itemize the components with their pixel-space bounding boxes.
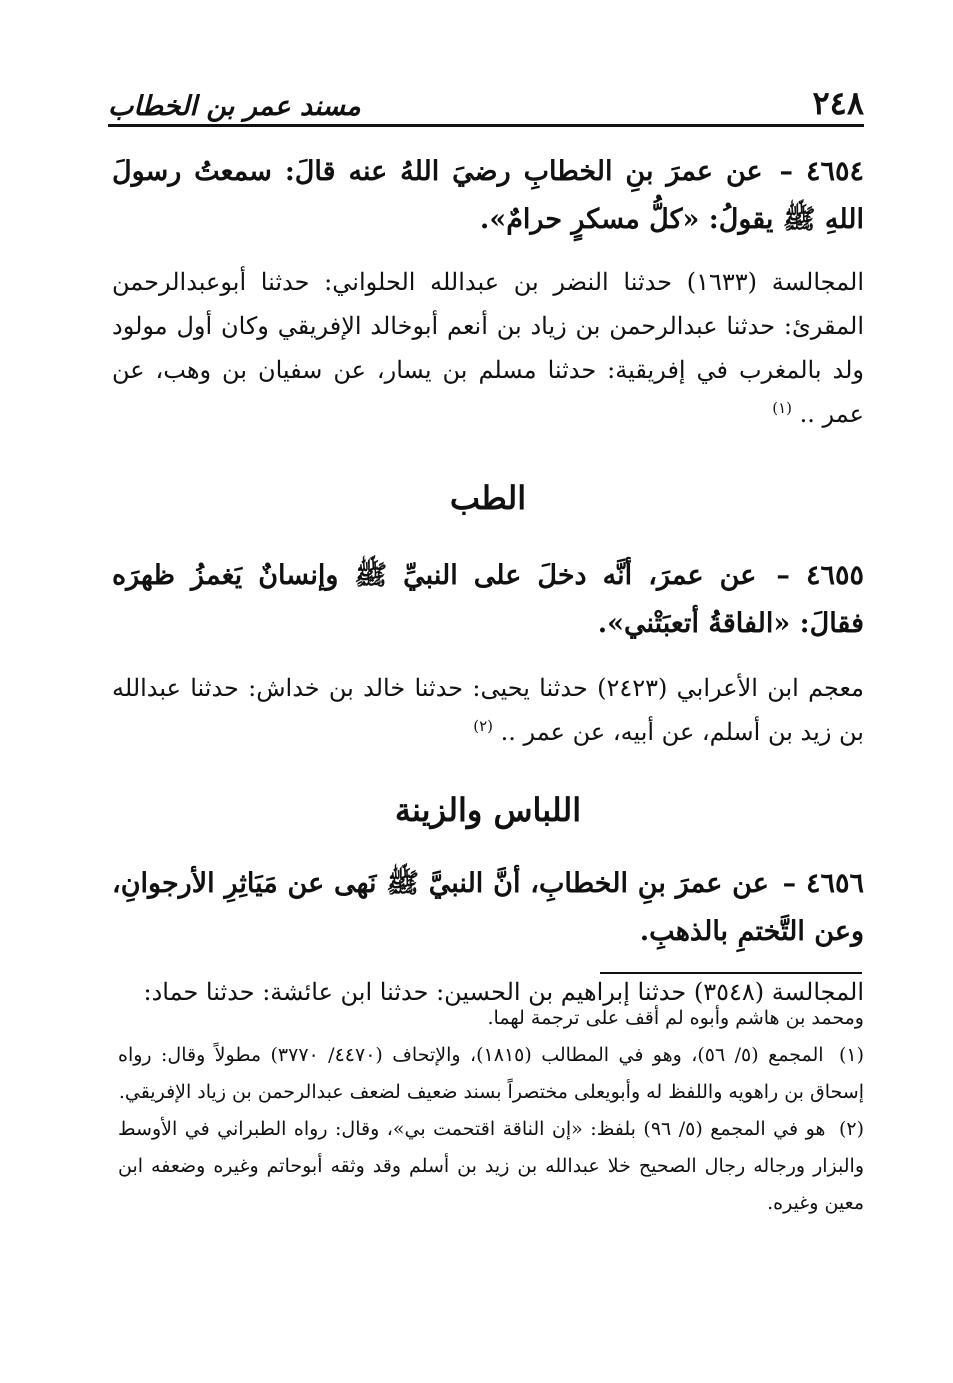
page-header	[108, 82, 864, 122]
footnote-1	[118, 1037, 864, 1111]
footnote-mark: (٢)	[838, 1118, 864, 1140]
footnotes	[118, 1000, 864, 1222]
running-title: مسند عمر بن الخطاب	[108, 91, 361, 122]
hadith-number: ٤٦٥٦ –	[782, 868, 865, 899]
section-heading-medicine: الطب	[449, 479, 527, 517]
hadith-number: ٤٦٥٥ –	[776, 560, 865, 591]
footnote-text: هو في المجمع (٥/ ٩٦) بلفظ: «إن الناقة اقتحمت بي»، وقال: رواه الطبراني في الأوسط والبزار ورجاله رجال الصحيح خلا عبدالله بن زيد بن أسلم وقد وثقه أبوحاتم وغيره وضعفه ابن معين وغيره.	[118, 1118, 864, 1214]
main-text	[112, 140, 864, 1014]
footnote-text: المجمع (٥/ ٥٦)، وهو في المطالب (١٨١٥)، والإتحاف (٤٤٧٠/ ٣٧٧٠) مطولاً وقال: رواه إسحاق بن راهويه واللفظ له وأبويعلى مختصراً بسند ضعيف لضعف عبدالرحمن بن زياد الإفريقي.	[118, 1044, 864, 1103]
footnote-mark: (١)	[838, 1044, 864, 1066]
hadith-text: عن عمرَ بنِ الخطابِ رضيَ اللهُ عنه قالَ: سمعتُ رسولَ اللهِ ﷺ يقولُ: «كلُّ مسكرٍ حرامٌ».	[112, 156, 864, 235]
page-number: ٢٤٨	[812, 84, 864, 122]
footnote-rule	[600, 972, 862, 974]
hadith-number: ٤٦٥٤ –	[779, 156, 864, 187]
hadith-source	[112, 260, 864, 436]
hadith-4654	[112, 148, 864, 244]
section-heading-dress: اللباس والزينة	[394, 791, 582, 829]
hadith-text: عن عمرَ بنِ الخطابِ، أنَّ النبيَّ ﷺ نَهى عن مَيَاثِرِ الأرجوانِ، وعن التَّختمِ بالذهبِ.	[112, 868, 864, 947]
hadith-4655	[112, 552, 864, 648]
source-text: المجالسة (١٦٣٣) حدثنا النضر بن عبدالله الحلواني: حدثنا أبوعبدالرحمن المقرئ: حدثنا عبدالرحمن بن زياد بن أنعم أبوخالد الإفريقي وكان أول مولود ولد بالمغرب في إفريقية: حدثنا مسلم بن يسار، عن سفيان بن وهب، عن عمر ..	[112, 268, 864, 428]
hadith-4656	[112, 860, 864, 956]
footnote-carryover: ومحمد بن هاشم وأبوه لم أقف على ترجمة لهما.	[487, 1007, 864, 1029]
footnote-ref: (٢)	[473, 717, 494, 735]
footnote-2	[118, 1111, 864, 1222]
footnote-ref: (١)	[772, 399, 793, 417]
header-rule	[108, 124, 864, 127]
source-text: معجم ابن الأعرابي (٢٤٢٣) حدثنا يحيى: حدثنا خالد بن خداش: حدثنا عبدالله بن زيد بن أسلم، عن أبيه، عن عمر ..	[112, 674, 864, 746]
hadith-source	[112, 666, 864, 754]
source-text: المجالسة (٣٥٤٨) حدثنا إبراهيم بن الحسين: حدثنا ابن عائشة: حدثنا حماد:	[143, 978, 864, 1006]
hadith-text: عن عمرَ، أنَّه دخلَ على النبيِّ ﷺ وإنسانٌ يَغمزُ ظهرَه فقالَ: «الفاقةُ أتعبَتْني».	[112, 560, 864, 639]
